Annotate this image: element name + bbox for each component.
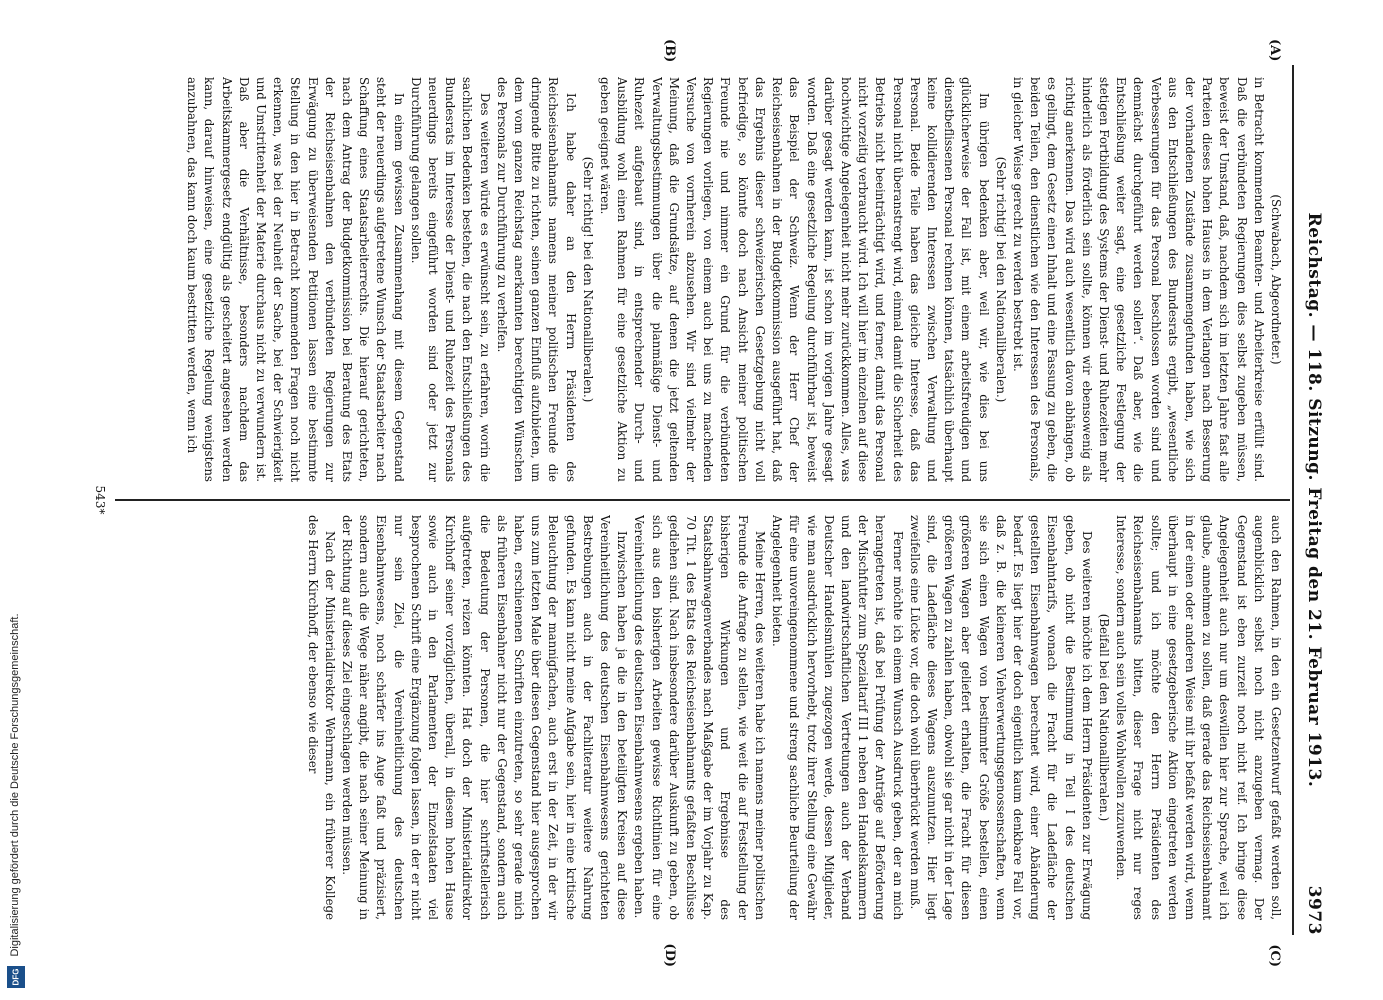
- funding-note: Digitalisierung gefördert durch die Deutsche Forschungsgemeinschaft.: [9, 613, 21, 957]
- interjection: (Sehr richtig! bei den Nationalliberalen.): [993, 156, 1008, 403]
- interjection: (Sehr richtig! bei den Nationalliberalen.): [580, 156, 595, 403]
- document-page: [42, 25, 1342, 975]
- paragraph: Nach der Ministerialdirektor Wehrmann, ein früherer Kollege des Herrn Kirchhoff, der ebenso wie dieser: [305, 515, 337, 920]
- paragraph: Inzwischen haben ja die in den beteiligten Kreisen auf diese Vereinheitlichung des deutschen Eisenbahnwesens gerichteten Bestrebungen auch in der Fachliteratur weitere Nahrung gefunden. Es kann nicht meine Aufgabe sein, hier in eine kritische Beleuchtung der mannigfachen, auch erst in der Zeit, in der wir uns zum letzten Male über diesen Gegenstand hier ausgesprochen haben, erschienenen Schriften einzutreten, so sehr gerade mich als früheren Eisenbahner nicht nur der Gegenstand, sondern auch die Bedeutung der Personen, die hier schriftstellerisch aufgetreten, reizen könnten. Hat doch der Ministerialdirektor Kirchhoff seiner vorzüglichen, überall, in diesem hohen Hause sowie auch in den Parlamenten der Einzelstaaten viel besprochenen Schrift eine Ergänzung folgen lassen, in der er nicht nur sein Ziel, die Vereinheitlichung des deutschen Eisenbahnwesens, noch schärfer ins Auge faßt und präzisiert, sondern auch die Wege näher angibt, die nach seiner Meinung in der Richtung auf dieses Ziel eingeschlagen werden müssen.: [339, 515, 629, 920]
- paragraph: in Betracht kommenden Beamten- und Arbeiterkreise erfüllt sind. Daß die verbündeten Regierungen dies selbst zugeben müssen, beweist der Umstand, daß, nachdem sich im letzten Jahre fast alle Parteien dieses hohen Hauses in dem Verlangen nach Besserung der vorhandenen Zustände zusammengefunden haben, wie sich aus den Entschließungen des Bundesrats ergibt, „wesentliche Verbesserungen für das Personal beschlossen worden sind und demnächst durchgeführt werden sollen“. Daß aber, wie die Entschließung weiter sagt, eine gesetzliche Festlegung der stetigen Fortbildung des Systems der Dienst- und Ruhezeiten mehr hinderlich als förderlich sein sollte, können wir ebensowenig als richtig anerkennen. Das wird auch wesentlich davon abhängen, ob es gelingt, dem Gesetz einen Inhalt und eine Fassung zu geben, die beiden Teilen, den dienstlichen wie den Interessen des Personals, in gleicher Weise gerecht zu werden bestrebt ist.: [1010, 77, 1266, 482]
- page-title: Reichstag. — 118. Sitzung. Freitag den 21. Februar 1913.: [1303, 212, 1324, 788]
- digitization-sidebar: [4, 580, 26, 990]
- margin-mark-d: (D): [661, 943, 677, 967]
- paragraph: Im übrigen bedenken aber, weil wir, wie dies bei uns glücklicherweise der Fall ist, mit einem arbeitsfreudigen und dienstbeflissenen Personal rechnen können, tatsächlich überhaupt keine kollidierenden Interessen zwischen Verwaltung und Personal. Beide Teile haben das gleiche Interesse, daß das Personal nicht überanstrengt wird, einmal damit die Sicherheit des Betriebs nicht beeinträchtigt wird, und ferner, damit das Personal nicht vorzeitig verbraucht wird. Ich will hier im einzelnen auf diese hochwichtige Angelegenheit nicht mehr zurückkommen. Alles, was darüber gesagt werden kann, ist schon im vorigen Jahre gesagt worden. Daß eine gesetzliche Regelung durchführbar ist, beweist das Beispiel der Schweiz. Wenn der Herr Chef der Reichseisenbahnen in der Budgetkommission ausgeführt hat, daß das Ergebnis dieser schweizerischen Gesetzgebung nicht voll befriedige, so könnte doch nach Ansicht meiner politischen Freunde nie und nimmer ein Grund für die verbündeten Regierungen vorliegen, von einem auch bei uns zu machenden Versuche von vornherein abzusehen. Wir sind vielmehr der Meinung, daß die Grundsätze, auf denen die jetzt geltenden Verwaltungsbestimmungen über die planmäßige Dienst- und Ruhezeit aufgebaut sind, in entsprechender Durch- und Ausbildung wohl einen Rahmen für eine gesetzliche Aktion zu geben geeignet wären.: [597, 77, 991, 482]
- paragraph: Ferner möchte ich einem Wunsch Ausdruck geben, der an mich herangetreten ist, daß bei Prüfung der Anträge auf Beförderung der Mischfutter zum Spezialtarif III 1 neben den Handelskammern und den landwirtschaftlichen Vertretungen auch der Verband Deutscher Handelsmühlen zugezogen werde, dessen Mitglieder, wie man ausdrücklich hervorhebt, trotz ihrer Stellung eine Gewähr für eine unvoreingenommene und streng sachliche Beurteilung der Angelegenheit bieten.: [769, 515, 905, 920]
- column-divider: [115, 499, 1290, 501]
- speaker-line: (Schwabach, Abgeordneter.): [1268, 194, 1283, 365]
- margin-mark-a: (A): [1266, 39, 1282, 62]
- margin-mark-c: (C): [1266, 944, 1282, 967]
- header-rule: [1292, 65, 1294, 935]
- paragraph: Des weiteren würde es erwünscht sein, zu erfahren, worin die sachlichen Bedenken bestehen, die nach den Entschließungen des Bundesrats im Interesse der Dienst- und Ruhezeit des Personals neuerdings bereits eingeführt worden sind oder jetzt zur Durchführung gelangen sollen.: [408, 77, 492, 482]
- dfg-logo: DFG: [7, 966, 25, 988]
- margin-mark-b: (B): [661, 39, 677, 63]
- paragraph: Meine Herren, des weiteren habe ich namens meiner politischen Freunde die Anfrage zu stellen, wie weit die auf Feststellung der bisherigen Wirkungen und Ergebnisse des Staatsbahnwagenverbandes nach Maßgabe der im Vorjahr zu Kap. 70 Tit. 1 des Etats des Reichseisenbahnamts gefaßten Beschlüsse gediehen sind. Nach insbesondere darüber Auskunft zu geben, ob sich aus den bisherigen Arbeiten gewisse Richtlinien für eine Vereinheitlichung des deutschen Eisenbahnwesens ergeben haben.: [631, 515, 767, 920]
- paragraph: Ich habe daher an den Herrn Präsidenten des Reichseisenbahnamts namens meiner politischen Freunde die dringende Bitte zu richten, seinen ganzen Einfluß aufzubieten, um dem vom ganzen Reichstag anerkannten berechtigten Wünschen des Personals zur Durchführung zu verhelfen.: [494, 77, 578, 482]
- signature-mark: 543*: [92, 485, 107, 515]
- paragraph: Des weiteren möchte ich dem Herrn Präsidenten zur Erwägung geben, ob nicht die Bestimmung in Teil I des deutschen Eisenbahntarifs, wonach die Fracht für die Ladefläche der gestellten Eisenbahnwagen berechnet wird, einer Abänderung bedarf. Es liegt hier der doch eigentlich kaum denkbare Fall vor, daß z. B. die kleineren Viehverwertungsgenossenschaften, wenn sie sich einen Wagen von bestimmter Größe bestellen, einen größeren Wagen aber geliefert erhalten, die Fracht für diesen größeren Wagen zu zahlen haben, obwohl sie gar nicht in der Lage sind, die Ladefläche dieses Wagens auszunutzen. Hier liegt zweifellos eine Lücke vor, die doch wohl überbrückt werden muß.: [907, 515, 1094, 920]
- left-column: [124, 77, 1284, 482]
- right-column: [124, 515, 1284, 920]
- interjection: (Beifall bei den Nationalliberalen.): [1096, 613, 1111, 822]
- page-number: 3973: [1303, 885, 1324, 935]
- paragraph: In einem gewissen Zusammenhang mit diesem Gegenstand steht der neuerdings aufgetretene Wunsch der Staatsarbeiter nach Schaffung eines Staatsarbeiterrechts. Die hierauf gerichteten, nach dem Antrag der Budgetkommission bei Beratung des Etats der Reichseisenbahnen den verbündeten Regierungen zur Erwägung zu überweisenden Petitionen lassen eine bestimmte Stellung in den hier in Betracht kommenden Fragen noch nicht erkennen, was bei der Neuheit der Sache, bei der Schwierigkeit und Umstrittenheit der Materie durchaus nicht zu verwundern ist. Daß aber die Verhältnisse, besonders nachdem das Arbeitskammergesetz endgültig als gescheitert angesehen werden kann, darauf hinweisen, eine gesetzliche Regelung wenigstens anzubahnen, das kann doch kaum bestritten werden, wenn ich: [184, 77, 406, 482]
- page-header: [1298, 65, 1324, 935]
- paragraph: auch den Rahmen, in den ein Gesetzentwurf gefaßt werden soll, augenblicklich selbst noch nicht anzugeben vermag. Der Gegenstand ist eben zurzeit noch nicht reif. Ich bringe diese Angelegenheit auch nur um deswillen hier zur Sprache, weil ich glaube, annehmen zu sollen, daß gerade das Reichseisenbahnamt in der einen oder anderen Weise mit ihr befaßt werden wird, wenn überhaupt in eine gesetzgeberische Aktion eingetreten werden sollte; und ich möchte den Herrn Präsidenten des Reichseisenbahnamts bitten, dieser Frage nicht nur reges Interesse, sondern auch sein volles Wohlwollen zuzuwenden.: [1113, 515, 1283, 920]
